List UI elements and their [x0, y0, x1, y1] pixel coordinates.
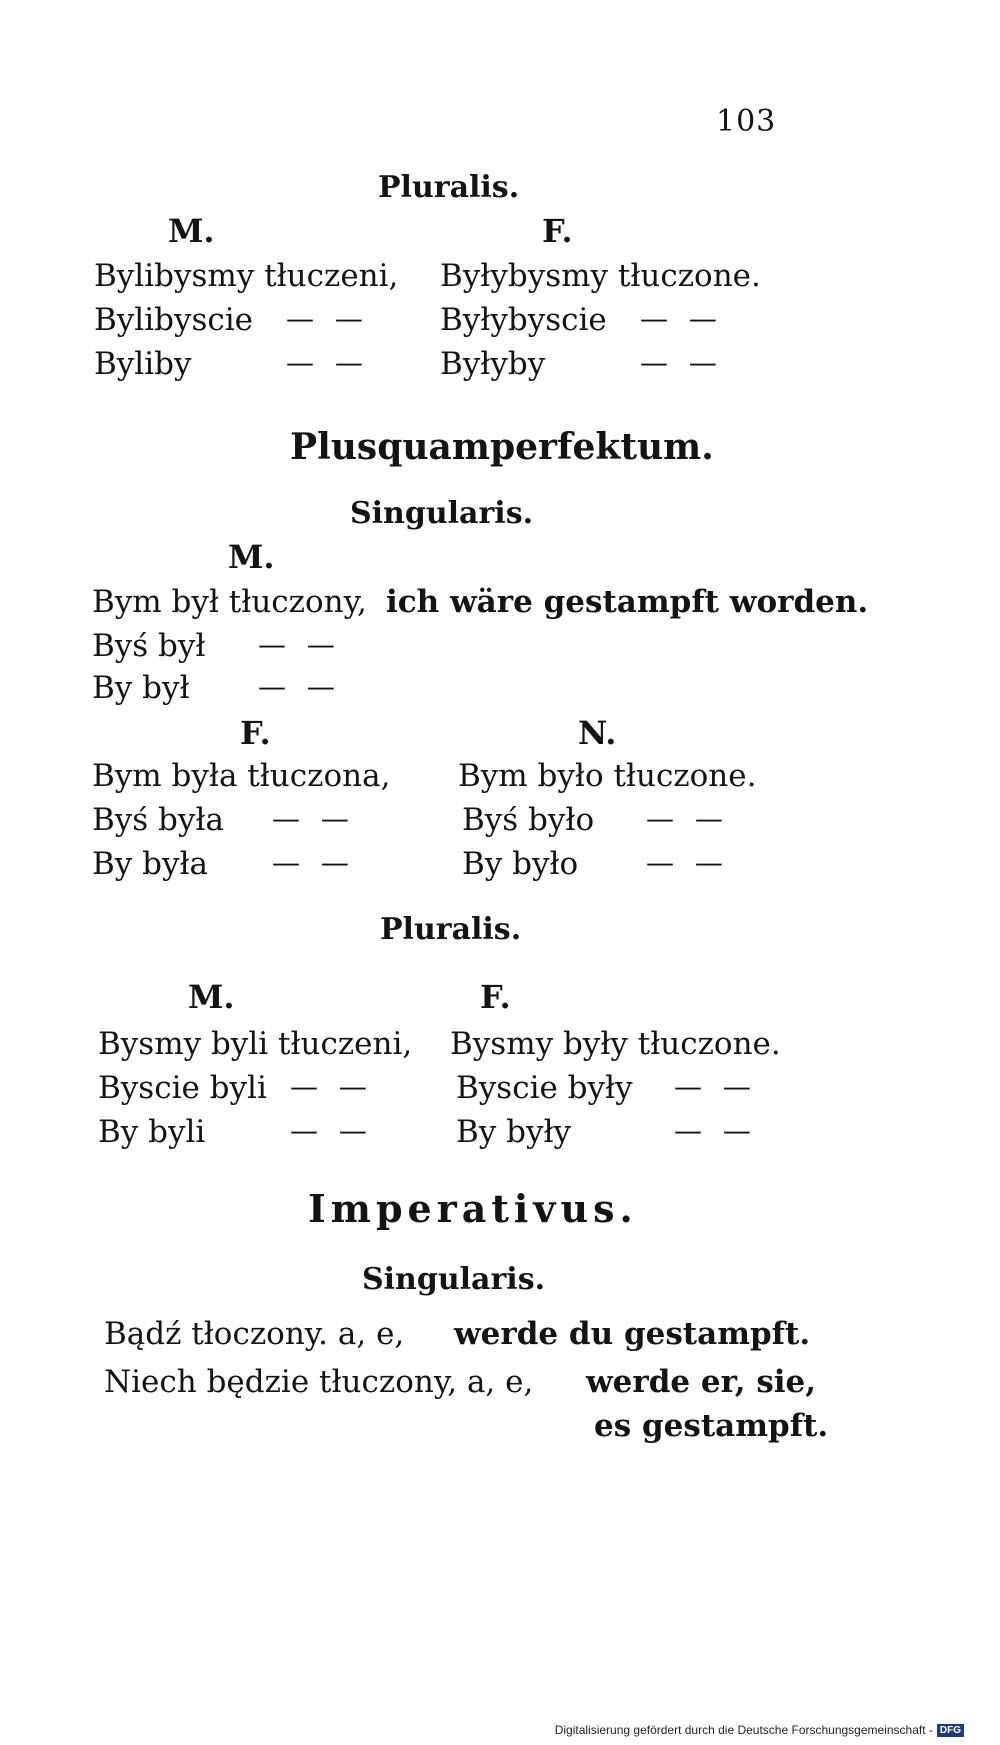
repeat-dash: — —	[674, 1114, 757, 1147]
conjugation-form: Bym był tłuczony,	[92, 584, 367, 620]
conjugation-form: By były	[456, 1114, 572, 1150]
conjugation-form: By był	[92, 670, 190, 706]
repeat-dash: — —	[674, 1070, 757, 1103]
repeat-dash: — —	[286, 346, 369, 379]
gender-m-label: M.	[168, 212, 215, 250]
repeat-dash: — —	[640, 302, 723, 335]
german-translation: werde er, sie,	[586, 1364, 817, 1400]
conjugation-form: Bysmy były tłuczone.	[450, 1026, 781, 1062]
repeat-dash: — —	[646, 802, 729, 835]
repeat-dash: — —	[290, 1070, 373, 1103]
repeat-dash: — —	[640, 346, 723, 379]
conjugation-form: Byscie były	[456, 1070, 633, 1106]
repeat-dash: — —	[258, 670, 341, 703]
german-translation: werde du gestampft.	[454, 1316, 811, 1352]
dfg-logo: DFG	[937, 1724, 964, 1737]
conjugation-form: Byłybysmy tłuczone.	[440, 258, 761, 294]
repeat-dash: — —	[272, 846, 355, 879]
conjugation-form: Bym była tłuczona,	[92, 758, 391, 794]
conjugation-form: Byś było	[462, 802, 595, 838]
conjugation-form: By była	[92, 846, 209, 882]
gender-m-label: M.	[188, 978, 235, 1016]
digitization-credit	[555, 1723, 964, 1737]
repeat-dash: — —	[286, 302, 369, 335]
conjugation-form: Byliby	[94, 346, 192, 382]
conjugation-form: Byś była	[92, 802, 224, 838]
conjugation-form: Niech będzie tłuczony, a, e,	[104, 1364, 534, 1400]
pluralis-heading: Pluralis.	[380, 912, 522, 947]
page-number: 103	[716, 104, 777, 139]
gender-f-label: F.	[240, 714, 271, 752]
singularis-heading: Singularis.	[362, 1262, 546, 1297]
gender-m-label: M.	[228, 538, 275, 576]
repeat-dash: — —	[290, 1114, 373, 1147]
imperativus-heading: Imperativus.	[308, 1186, 638, 1231]
plusquamperfektum-heading: Plusquamperfektum.	[290, 426, 714, 468]
gender-f-label: F.	[480, 978, 511, 1016]
german-translation: ich wäre gestampft worden.	[386, 584, 869, 620]
conjugation-form: Bysmy byli tłuczeni,	[98, 1026, 413, 1062]
conjugation-form: Byłyby	[440, 346, 546, 382]
german-translation: es gestampft.	[594, 1408, 829, 1444]
repeat-dash: — —	[272, 802, 355, 835]
repeat-dash: — —	[646, 846, 729, 879]
conjugation-form: Bym było tłuczone.	[458, 758, 757, 794]
gender-f-label: F.	[542, 212, 573, 250]
pluralis-heading: Pluralis.	[378, 170, 520, 205]
digitization-credit-text: Digitalisierung gefördert durch die Deutsche Forschungsgemeinschaft -	[554, 1723, 933, 1737]
conjugation-form: Bądź tłoczony. a, e,	[104, 1316, 405, 1352]
singularis-heading: Singularis.	[350, 496, 534, 531]
conjugation-form: Bylibysmy tłuczeni,	[94, 258, 399, 294]
conjugation-form: Bylibyscie	[94, 302, 254, 338]
repeat-dash: — —	[258, 628, 341, 661]
conjugation-form: Byłybyscie	[440, 302, 607, 338]
conjugation-form: By było	[462, 846, 579, 882]
conjugation-form: Byscie byli	[98, 1070, 267, 1106]
gender-n-label: N.	[578, 714, 617, 752]
conjugation-form: By byli	[98, 1114, 206, 1150]
conjugation-form: Byś był	[92, 628, 206, 664]
